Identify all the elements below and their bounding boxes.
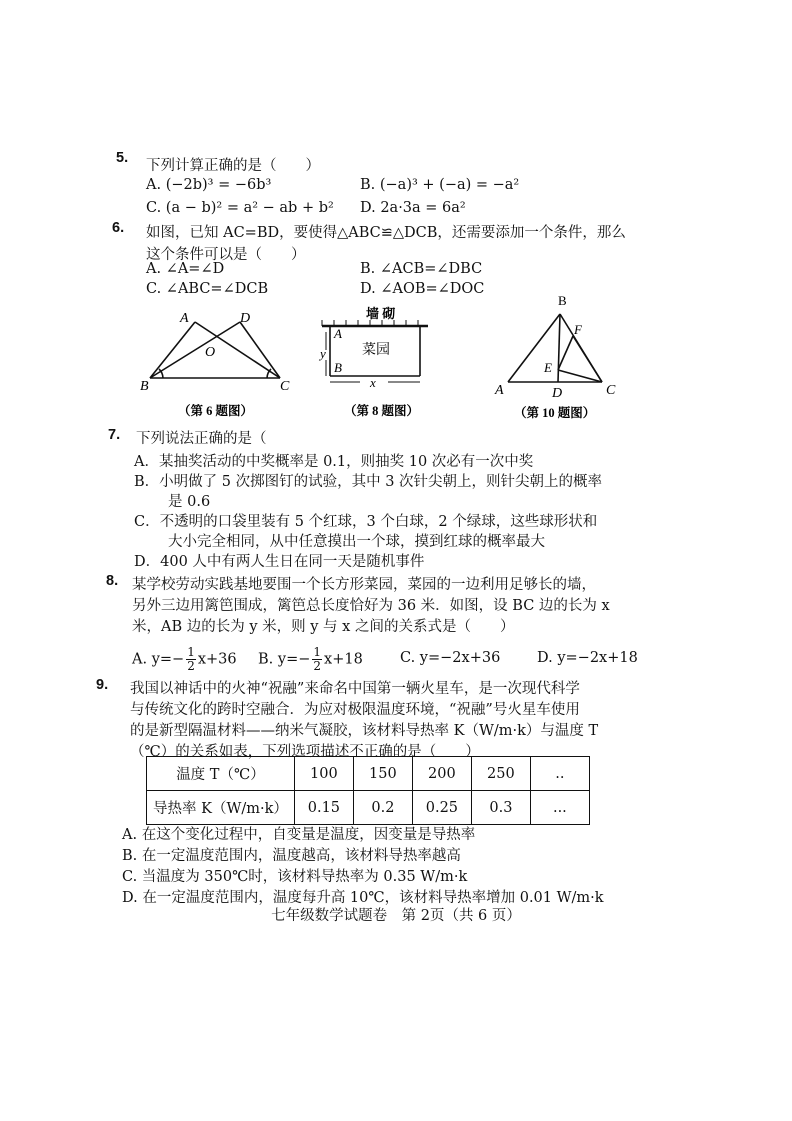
q8-option-b [258,646,363,673]
q5-option-b: B. (−a)³ + (−a) = −a² [360,177,520,193]
q6-stem-line2: 这个条件可以是（ ） [146,247,306,263]
fig8-label-b: B [334,360,342,375]
table-cell: 200 [412,757,471,791]
table-header-temperature: 温度 T（℃） [147,757,295,791]
q7-option-c-line2: 大小完全相同，从中任意摸出一个球，摸到红球的概率最大 [168,534,545,550]
fig6-label-d: D [240,311,251,326]
fig10-label-e: E [544,360,552,375]
q8-a-frac-num: 1 [187,645,195,659]
q5-stem: 下列计算正确的是（ ） [146,158,320,174]
figures [0,0,792,430]
q8-option-a-prefix: A. y=− [132,651,185,668]
q8-option-b-suffix: x+18 [324,651,363,668]
table-row-conductivity [147,791,590,825]
q9-data-table [146,756,590,825]
q5-option-c: C. (a − b)² = a² − ab + b² [146,200,334,216]
q8-line1: 某学校劳动实践基地要围一个长方形菜园，菜园的一边利用足够长的墙， [132,577,596,593]
q9-option-d: D. 在一定温度范围内，温度每升高 10℃，该材料导热率增加 0.01 W/m·k [122,890,604,906]
q8-a-frac-den: 2 [187,659,195,673]
fig6-label-a: A [180,311,189,326]
q9-line2: 与传统文化的跨时空融合．为应对极限温度环境，“祝融”号火星车使用 [130,702,580,718]
q7-number: 7. [108,427,121,443]
table-cell: 250 [471,757,530,791]
q6-option-a: A. ∠A=∠D [146,261,225,277]
table-cell: 150 [353,757,412,791]
q9-option-b: B. 在一定温度范围内，温度越高，该材料导热率越高 [122,848,461,864]
fig8-label-x: x [370,375,376,390]
fig8-label-y: y [320,346,326,361]
table-cell: 0.2 [353,791,412,825]
q7-option-a: A．某抽奖活动的中奖概率是 0.1，则抽奖 10 次必有一次中奖 [134,454,534,470]
q8-b-frac-num: 1 [313,645,322,659]
q8-b-frac-den: 2 [313,659,322,673]
fig10-label-c: C [606,383,616,398]
page-footer: 七年级数学试题卷 第 2页（共 6 页） [271,908,521,924]
q8-option-a-suffix: x+36 [197,651,237,668]
q9-line3: 的是新型隔温材料——纳米气凝胶，该材料导热率 K（W/m·k）与温度 T [130,723,599,739]
q7-option-d: D．400 人中有两人生日在同一天是随机事件 [134,554,425,570]
q7-option-b-line2: 是 0.6 [168,494,211,510]
fig8-caption: （第 8 题图） [344,404,420,418]
q7-stem: 下列说法正确的是（ [136,431,267,447]
q8-option-b-prefix: B. y=− [258,651,311,668]
table-cell: ... [530,791,589,825]
q8-line2: 另外三边用篱笆围成，篱笆总长度恰好为 36 米．如图，设 BC 边的长为 x [132,598,610,614]
fig10-label-b: B [558,293,567,308]
table-cell: 0.3 [471,791,530,825]
table-row-temperature [147,757,590,791]
q6-number: 6. [112,220,125,236]
fig10-caption: （第 10 题图） [514,406,596,420]
q8-number: 8. [106,573,119,589]
table-header-conductivity: 导热率 K（W/m·k） [147,791,295,825]
q6-option-b: B. ∠ACB=∠DBC [360,261,483,277]
fig6-label-c: C [280,379,290,394]
q5-number: 5. [116,150,129,166]
q5-option-d: D. 2a·3a = 6a² [360,200,466,216]
fig6-label-b: B [140,379,149,394]
q6-option-c: C. ∠ABC=∠DCB [146,281,269,297]
table-cell: 0.25 [412,791,471,825]
table-cell: 100 [294,757,353,791]
q6-option-d: D. ∠AOB=∠DOC [360,281,485,297]
table-cell: .. [530,757,589,791]
q8-line3: 米，AB 边的长为 y 米，则 y 与 x 之间的关系式是（ ） [132,619,515,635]
q9-number: 9. [96,677,109,693]
table-cell: 0.15 [294,791,353,825]
q8-option-a [132,646,237,673]
fig10-label-a: A [495,383,504,398]
q6-stem-line1: 如图，已知 AC=BD，要使得△ABC≌△DCB，还需要添加一个条件，那么 [146,225,626,241]
fig8-wall-label: 墙 砌 [366,306,396,321]
q7-option-c-line1: C．不透明的口袋里装有 5 个红球，3 个白球，2 个绿球，这些球形状和 [134,514,598,530]
fig10-label-f: F [574,322,582,337]
fig10-label-d: D [552,386,563,401]
q7-option-b-line1: B．小明做了 5 次掷图钉的试验，其中 3 次针尖朝上，则针尖朝上的概率 [134,474,603,490]
q8-option-a-fraction [186,646,196,673]
fig8-garden-label: 菜园 [362,343,390,358]
fig8-label-a: A [334,326,342,341]
fig6-caption: （第 6 题图） [178,404,254,418]
q9-option-c: C. 当温度为 350℃时，该材料导热率为 0.35 W/m·k [122,869,468,885]
q8-option-d: D. y=−2x+18 [537,650,638,666]
q9-option-a: A. 在这个变化过程中，自变量是温度，因变量是导热率 [122,827,476,843]
figure-10 [508,314,602,382]
q9-line1: 我国以神话中的火神“祝融”来命名中国第一辆火星车，是一次现代科学 [130,681,580,697]
q5-option-a: A. (−2b)³ = −6b³ [146,177,272,193]
q9-line4: （℃）的关系如表，下列选项描述不正确的是（ ） [130,744,480,760]
fig6-label-o: O [205,345,216,360]
q8-option-c: C. y=−2x+36 [400,650,501,666]
q8-option-b-fraction [312,646,322,673]
